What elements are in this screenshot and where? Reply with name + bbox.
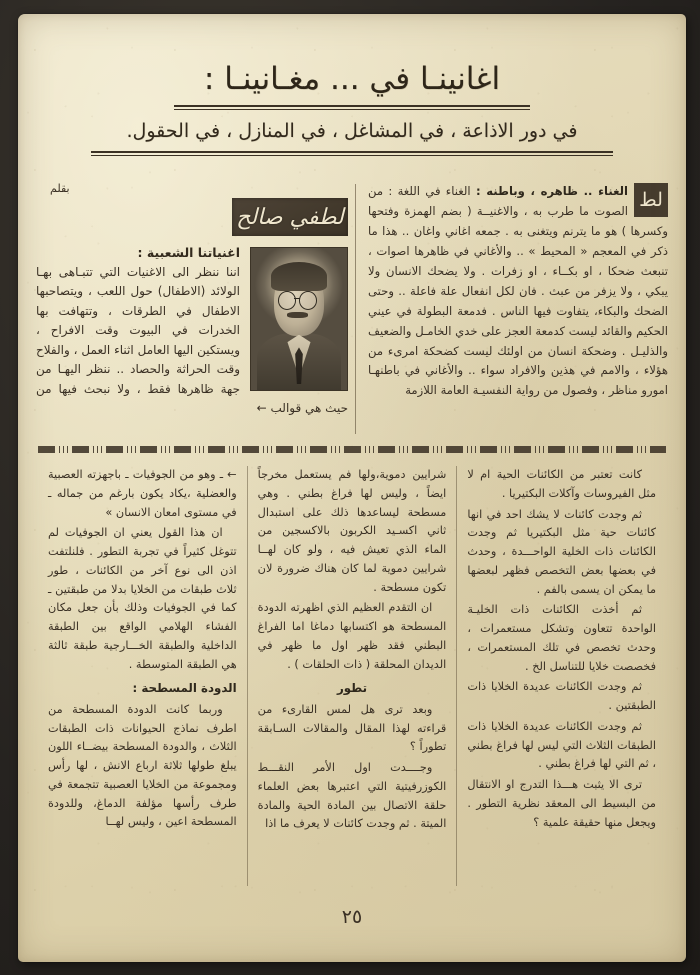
column-left	[457, 466, 666, 886]
section-heading-tatawwur: تطور	[336, 681, 368, 696]
subtitle-divider-rule	[91, 151, 613, 156]
paragraph: ثم وجدت كائنات لا يشك احد في انها كائنات حية مثل البكتيريا ثم وجدت الكائنات ذات الخلية الواحـــدة ، وحدث في بعضها بعض التخصص فظهر لبعضها ما يمكن ان يسمى بالفم .	[467, 507, 656, 596]
three-column-body	[38, 466, 666, 886]
paragraph: وبعد ترى هل لمس القارىء من قراءته لهذا المقال والمقالات السـابقة تطوراً ؟	[257, 702, 447, 754]
author-nameplate	[232, 198, 348, 236]
page-title: اغانينـا في ... مغـانينـا :	[203, 61, 501, 97]
intro-body-text: اننا ننظر الى الاغنيات التي تتبـاهى بهـا الولائد (الاطفال) حول اللعب ، ويتصاحبها الاطفال في الطرقات ، وتتهافت بها الخدرات في البيوت وقت الافراح ، ويستكين اليها العامل اثناء العمل ، والفلاح وقت الحراثة والحصاد .. ننظر اليهـا من جهة ظاهرها فقط ، ولا نبحث فيها من حيث هي قوالب ←	[36, 265, 348, 416]
paragraph: ثم أخذت الكائنات ذات الخليـة الواحدة تتعاون وتشكل مستعمرات ، وحدث تخصص في تلك المستعمرات ، فخصصت خلايا للتناسل الخ .	[467, 603, 656, 673]
author-intro-column	[36, 182, 348, 419]
title-divider-rule	[174, 105, 530, 110]
top-column-divider	[355, 184, 356, 434]
paragraph: كانت تعتبر من الكائنات الحية ام لا مثل الفيروسات وآكلات البكتيريا .	[467, 468, 656, 500]
paragraph: وجــــدت اول الأمر النقـــط الكوزرفيتية التي اعتبرها بعض العلماء حلقة الاتصال بين المادة الحية والمادة الميتة . ثم وجدت كائنات لا يعرف ما اذا	[257, 761, 447, 831]
author-portrait-photo	[250, 247, 348, 391]
portrait-moustache	[287, 312, 307, 318]
author-name: لطفي صالح	[236, 204, 344, 230]
portrait-hair	[271, 262, 327, 290]
paragraph: شرايين دموية،ولها فم يستعمل مخرجاً ايضاً ، وليس لها فراغ بطني . وهي مسطحة ليساعدها ذلك على استبدال ثاني اكسـيد الكربون بالاكسجين من الماء الذي تعيش فيه ، ولو كان لهــا شرايين دموية لما كان هناك ضرورة لان تكون مسطحة .	[257, 468, 447, 594]
eyeglasses-right-lens-icon	[299, 291, 317, 310]
paragraph: ان هذا القول يعني ان الجوفيات لم تتوغل كثيراً في تجربة التطور . فلنلتفت اذن الى نوع آخر من الكائنات ، طور ثلاث طبقات من الخلايا بدلا من طبقتين ـ كما في الجوفيات وذلك بأن جعل مكان الفشاء الهلامي الواقع بين الطبقة الداخلية والطبقة الخـــارجية طبقة ثالثة هي الطبقة المتوسطة .	[47, 526, 237, 671]
paragraph: ثم وجدت الكائنات عديدة الخلايا ذات الطبقتين .	[467, 680, 656, 712]
top-article-body	[368, 182, 668, 401]
magazine-page-sheet	[18, 14, 686, 962]
section-divider-rule	[38, 446, 666, 453]
eyeglasses-bridge-icon	[294, 298, 300, 299]
portrait-image	[251, 248, 347, 390]
page-subtitle: في دور الاذاعة ، في المشاغل ، في المنازل ، في الحقول.	[126, 120, 578, 143]
paragraph: وربما كانت الدودة المسطحة من اطرف نماذج الحيوانات ذات الطبقات الثلاث ، والدودة المسطحة بيضــاء اللون يبلغ طولها ثلاثة ارباع الانش ، لها رأس ومجموعة من الخلايا العصبية تتجمعة في طرف رأسها مؤلفة الدماغ، وللدودة المسطحة اعين ، وليس لهــا	[47, 702, 237, 829]
eyeglasses-left-lens-icon	[278, 291, 296, 310]
top-article-lead: الغناء .. ظاهره ، وباطنه :	[475, 184, 628, 198]
column-middle	[248, 466, 458, 886]
byline-prefix: بقلم	[50, 182, 70, 195]
section-heading-flatworm: الدودة المسطحة :	[132, 681, 237, 696]
decorative-dropcap: لط	[634, 183, 668, 217]
paragraph: ترى الا يثبت هـــذا التدرج او الانتقال من البسيط الى المعقد نظرية التطور . ويجعل منها حقيقة علمية ؟	[467, 778, 656, 829]
intro-heading: اغنياتنا الشعبية :	[137, 245, 240, 260]
paragraph: ثم وجدت الكائنات عديدة الخلايا ذات الطبقات الثلاث التي ليس لها فراغ بطني ، ثم التي لها فراغ بطني .	[467, 719, 656, 771]
page-number: ٢٥	[341, 906, 363, 928]
masthead	[18, 60, 686, 156]
top-article-column	[368, 182, 668, 401]
top-article-text: الغناء في اللغة : من الصوت ما طرب به ، والاغنيــة ( بضم الهمزة وفتحها وكسرها ) هو ما يترنم ويتغنى به . جمعه اغاني واغان .. هذا ما ذكر في المعجم « المحيط » .. والأغاني في ظاهرها اصوات ، تنبعث ضحكا ، او بكــاء ، او زفرات . ولا يضحك الانسان ولا يبكي ، ولا يزفر من عبث . فان لكل انفعال علة فاعلة .. وحتى الضحك والبكاء، يتفاوت فيها الناس . فدمعة البطولة في عيني الحكيم والقائد ليست كدمعة العجز على خدي الخامـل والضعيف والذليـل . وضحكة انسان من اولئك ليست كضحكة امرىء من هؤلاء ، والامم في هذين والافراد سواء .. والأغاني في باطنهـا امورو مناظر ، وفصول من رواية النفسيـة العامة اللازمة	[368, 184, 668, 398]
paragraph: ان التقدم العظيم الذي اظهرته الدودة المسطحة هو اكتسابها دماغا اما الفراغ البطني فقد ظهر اول ما ظهر في الديدان المحلقة ( ذات الحلقات ) .	[257, 601, 447, 671]
paragraph: ← ـ وهو من الجوفيات ـ باجهزته العصبية والعضلية ،يكاد يكون بارغم من جماله ـ في مستوى امعان الانسان »	[47, 468, 237, 519]
column-right	[38, 466, 248, 886]
top-article-zone	[36, 182, 668, 434]
